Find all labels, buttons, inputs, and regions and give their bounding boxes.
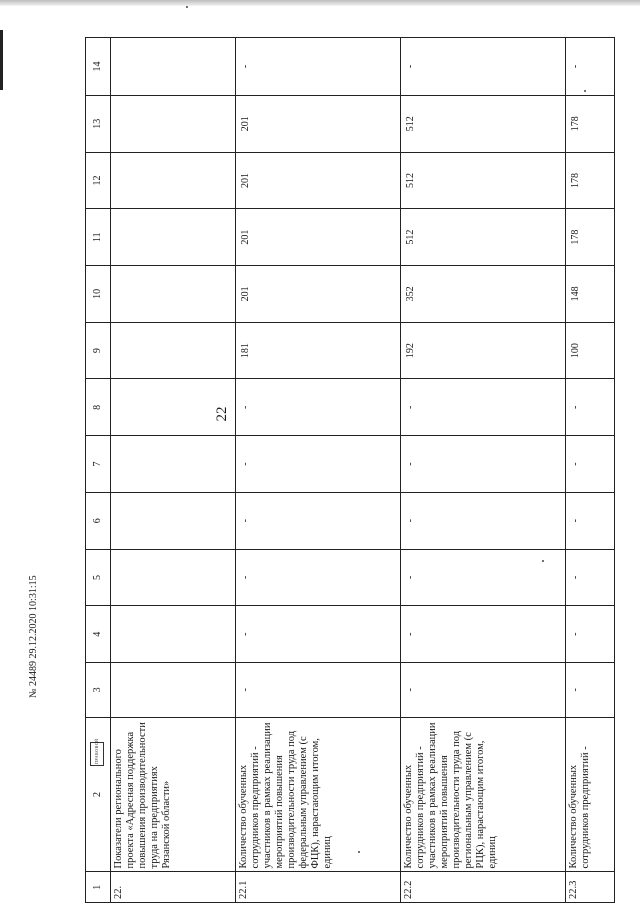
stamp-frame [90,738,104,766]
col-header: 6 [86,492,111,549]
col-header: 11 [86,209,111,266]
table-cell: - [401,663,566,718]
indicator-name: Количество обученных сотрудников предприятий - [566,717,615,872]
col-header: 14 [86,38,111,96]
table-cell: - [236,379,401,436]
table-cell: - [566,492,615,549]
table-cell: - [236,549,401,606]
col-header: 2 [86,717,111,872]
indicator-name: Показатели регионального проекта «Адресная поддержка повышения производительности труда на предприятиях Рязанской области» [111,717,236,872]
table-cell: - [236,606,401,663]
table-cell [111,663,236,718]
table-cell: 100 [566,322,615,379]
table-cell: - [236,492,401,549]
table-cell [111,266,236,323]
col-header: 13 [86,95,111,152]
scan-edge-left [0,30,3,90]
table-cell: 201 [236,95,401,152]
indicator-name: Количество обученных сотрудников предприятий - участников в рамках реализации мероприятий повышения производительности труда под федеральным управлением (с ФЦК), нарастающим итогом, единиц [236,717,401,872]
table-cell: - [566,549,615,606]
table-cell: - [566,436,615,493]
table-cell: 201 [236,209,401,266]
col-header: 5 [86,549,111,606]
table-cell: - [401,379,566,436]
table-cell [111,38,236,96]
scan-speck [186,6,188,8]
table-cell: 192 [401,322,566,379]
table-cell [111,152,236,209]
table-cell: - [566,663,615,718]
table-cell: - [236,436,401,493]
table-cell: - [401,38,566,96]
table-cell: - [401,606,566,663]
table-cell: 148 [566,266,615,323]
table-cell [111,95,236,152]
row-number: 22. [111,872,236,903]
table-cell: 178 [566,152,615,209]
col-header: 3 [86,663,111,718]
indicators-table [85,37,615,903]
table-cell: 201 [236,152,401,209]
table-cell: - [401,436,566,493]
table-cell [111,322,236,379]
table-cell: - [566,38,615,96]
table-row [401,38,566,903]
scan-speck [542,560,544,562]
indicator-name: Количество обученных сотрудников предприятий - участников в рамках реализации мероприятий повышения производительности труда под региональным управлением (с РЦК), нарастающим итогом, единиц [401,717,566,872]
table-cell [111,209,236,266]
table-cell: 178 [566,95,615,152]
row-number: 22.3 [566,872,615,903]
col-header: 8 [86,379,111,436]
table-cell: - [401,492,566,549]
table-cell: - [236,663,401,718]
col-header: 4 [86,606,111,663]
row-number: 22.2 [401,872,566,903]
table-area [85,37,591,903]
table-cell: - [401,549,566,606]
table-row [566,38,615,903]
table-cell: - [566,379,615,436]
table-cell [111,549,236,606]
col-header: 1 [86,872,111,903]
table-cell [111,379,236,436]
table-cell: - [236,38,401,96]
scan-edge-top [0,0,640,6]
header-row [86,38,111,903]
registration-stamp: № 24489 29.12.2020 10:31:15 [28,575,39,698]
table-row [236,38,401,903]
col-header: 7 [86,436,111,493]
col-header: 10 [86,266,111,323]
table-cell: 512 [401,95,566,152]
table-cell: 512 [401,152,566,209]
scan-speck [358,851,360,853]
scan-speck [584,90,586,92]
table-row [111,38,236,903]
table-cell [111,436,236,493]
table-cell: 178 [566,209,615,266]
rotated-table-wrapper [85,37,591,903]
table-cell: 201 [236,266,401,323]
table-cell: 512 [401,209,566,266]
table-cell: 352 [401,266,566,323]
col-header: 12 [86,152,111,209]
row-number: 22.1 [236,872,401,903]
col-header: 9 [86,322,111,379]
page-number: 22 [214,406,230,422]
legal-stamp-icon [82,738,116,766]
stamp-label: ПРАВОВОЙ [94,738,99,764]
table-cell: 181 [236,322,401,379]
table-cell [111,606,236,663]
table-cell: - [566,606,615,663]
table-cell [111,492,236,549]
